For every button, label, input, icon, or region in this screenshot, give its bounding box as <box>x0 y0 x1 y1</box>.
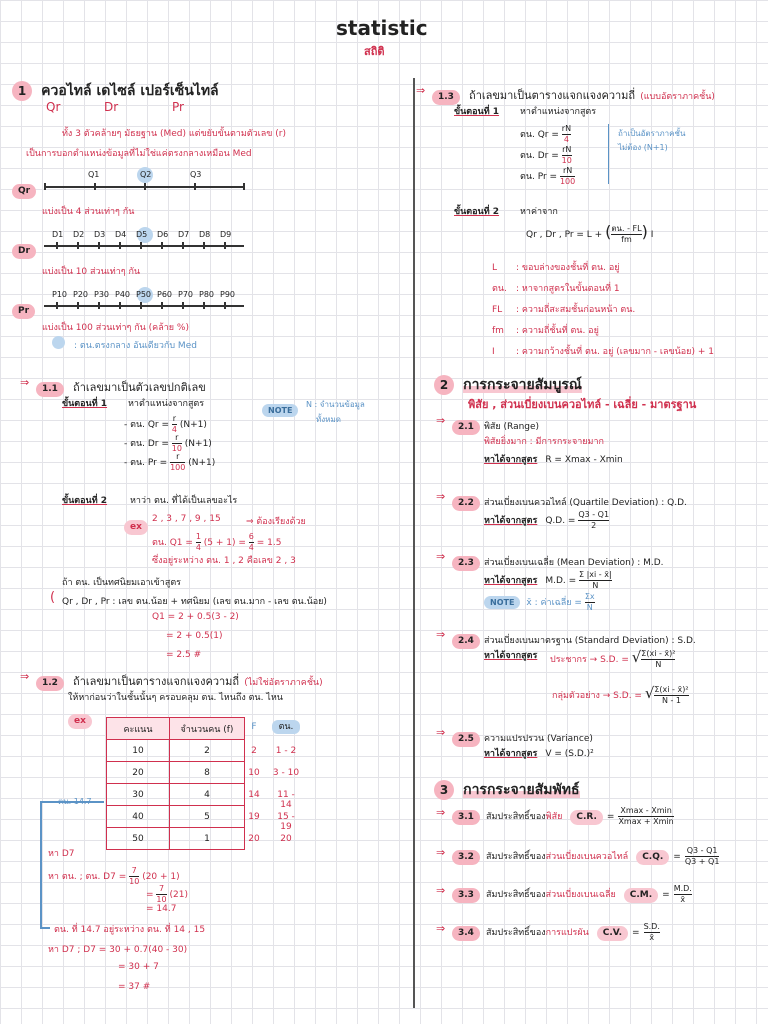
subsection-number: 3.1 <box>452 810 480 825</box>
decile-caption: แบ่งเป็น 10 ส่วนเท่าๆ กัน <box>42 267 141 277</box>
relative-dispersion-row <box>452 806 674 827</box>
cell-score: 50 <box>107 828 170 850</box>
fraction <box>578 510 609 531</box>
fraction-numerator: Σ(xi - x̄)² <box>641 649 676 658</box>
relative-dispersion-row <box>452 846 719 867</box>
find-label: หาได้จากสูตร <box>484 516 538 526</box>
cell-score: 30 <box>107 784 170 806</box>
table-row <box>107 828 245 850</box>
step-2-text: หาค่าจาก <box>520 207 558 217</box>
formula-q-pos: - ตน. Qr = $\frac{r}{4}$ (N+1) <box>124 414 207 434</box>
definition-row <box>492 344 714 358</box>
cell-pos: 20 <box>280 834 292 844</box>
sample-formula <box>552 684 689 706</box>
formula-lhs: M.D. = <box>545 576 579 586</box>
find-label: หาได้จากสูตร <box>484 749 538 759</box>
subsection-header <box>452 628 696 649</box>
cell-score: 10 <box>107 740 170 762</box>
q-label-1: Q1 <box>88 170 100 179</box>
sub-1-3-title-note: (แบบอัตราภาคชั้น) <box>640 92 715 102</box>
definition-value: : หาจากสูตรในขั้นตอนที่ 1 <box>516 284 620 294</box>
axis-label: P40 <box>115 290 131 299</box>
cell-count: 2 <box>170 740 245 762</box>
arrow-icon: ⇒ <box>436 726 446 739</box>
relative-dispersion-row <box>452 922 660 943</box>
symbol-q: Qr <box>46 100 61 114</box>
arrow-icon: ⇒ <box>416 84 426 97</box>
arrow-icon: ⇒ <box>436 806 446 819</box>
subsection-number: 2.1 <box>452 420 480 435</box>
coef-code: C.V. <box>597 926 628 941</box>
subsection-header <box>452 490 687 511</box>
example-data: 2 , 3 , 7 , 9 , 15 <box>152 514 221 524</box>
cell-count: 8 <box>170 762 245 784</box>
position-calc-2: = $\frac{7}{10}$ (21) <box>146 884 188 904</box>
example-q1-calc: ตน. Q1 = $\frac{1}{4}$ (5 + 1) = $\frac{6}{4}$ = 1.5 <box>152 532 282 552</box>
axis-label: P50 <box>136 290 152 299</box>
fraction-numerator: Σ(xi - x̄)² <box>654 685 689 694</box>
cell-score: 40 <box>107 806 170 828</box>
sub-1-1-title: ถ้าเลขมาเป็นตัวเลขปกติเลข <box>73 381 206 394</box>
definition-value: : ขอบล่างของชั้นที่ ตน. อยู่ <box>516 263 620 273</box>
cell-count: 4 <box>170 784 245 806</box>
cell-pos: 15 - 19 <box>277 812 295 832</box>
definition-value: : ความกว้างชั้นที่ ตน. อยู่ (เลขมาก - เลขน้อย) + 1 <box>516 347 714 357</box>
tick <box>44 183 46 190</box>
example-sort-note: ⇒ ต้องเรียงด้วย <box>246 517 306 527</box>
fraction <box>585 592 595 613</box>
fraction-denominator: Xmax + Xmin <box>618 817 674 826</box>
col-F-header: F <box>251 722 257 732</box>
axis-label: D8 <box>199 230 211 239</box>
coef-prefix: สัมประสิทธิ์ของ <box>485 890 546 900</box>
brace <box>608 124 615 184</box>
formula: R = Xmax - Xmin <box>545 455 623 465</box>
axis-label: D3 <box>94 230 106 239</box>
legend-dot <box>52 336 65 349</box>
cell-count: 5 <box>170 806 245 828</box>
side-note-1: ถ้าเป็นอัตราภาคชั้น <box>618 129 686 138</box>
equals: = <box>673 852 681 862</box>
find-label: หาได้จากสูตร <box>484 576 538 586</box>
subsection-number: 2.4 <box>452 634 480 649</box>
subsection-number: 2.5 <box>452 732 480 747</box>
coef-code: C.M. <box>624 888 658 903</box>
axis-label: D4 <box>115 230 127 239</box>
d7-calc-1: หา D7 ; D7 = 30 + 0.7(40 - 30) <box>48 945 188 955</box>
step-1-text: หาตำแหน่งจากสูตร <box>128 399 205 409</box>
sub-1-3-title: ถ้าเลขมาเป็นตารางแจกแจงความถี่ <box>469 89 636 102</box>
subsection-header <box>452 414 539 435</box>
coef-prefix: สัมประสิทธิ์ของ <box>485 928 546 938</box>
coef-name: ส่วนเบี่ยงเบนควอไทล์ <box>545 852 629 862</box>
table-row <box>107 784 245 806</box>
position-calc-3: = 14.7 <box>146 904 177 914</box>
formula-line <box>484 570 612 591</box>
section-title: ควอไทล์ เดไซล์ เปอร์เซ็นไทล์ <box>41 83 219 99</box>
percentile-axis <box>44 305 244 307</box>
cell-F: 20 <box>248 834 260 844</box>
fraction-numerator: Xmax - Xmin <box>620 806 672 815</box>
arrow-icon: ⇒ <box>20 670 30 683</box>
coef-name: การแปรผัน <box>545 928 589 938</box>
subsection-title: ส่วนเบี่ยงเบนควอไทล์ (Quartile Deviation) : Q.D. <box>483 498 687 508</box>
note-text-2: ทั้งหมด <box>316 415 341 424</box>
subsection-note: พิสัยยิ่งมาก : มีการกระจายมาก <box>484 437 604 447</box>
coef-name: พิสัย <box>545 812 563 822</box>
decimal-calc-2: = 2 + 0.5(1) <box>166 631 223 641</box>
coef-code: C.R. <box>570 810 603 825</box>
fraction <box>644 922 660 943</box>
pointer-label: ตน. 14.7 <box>58 797 92 806</box>
sub-1-2-title: ถ้าเลขมาเป็นตารางแจกแจงความถี่ <box>73 675 240 688</box>
percentile-side-label: Pr <box>12 298 35 319</box>
decile-axis <box>44 245 244 247</box>
decimal-calc-3: = 2.5 # <box>166 650 202 660</box>
axis-label: D6 <box>157 230 169 239</box>
find-label: หาได้จากสูตร <box>484 455 538 465</box>
subsection-title: ส่วนเบี่ยงเบนมาตรฐาน (Standard Deviation) : S.D. <box>483 636 696 646</box>
fraction-denominator: x̄ <box>680 895 686 904</box>
cell-F: 2 <box>251 746 257 756</box>
col-score: คะแนน <box>107 718 170 740</box>
bracket-icon: ( <box>50 590 56 605</box>
pointer-line <box>40 927 50 929</box>
cell-F: 10 <box>248 768 260 778</box>
axis-label: P80 <box>199 290 215 299</box>
axis-label: D2 <box>73 230 85 239</box>
subsection-number: 3.2 <box>452 850 480 865</box>
pointer-line <box>40 801 42 929</box>
coef-prefix: สัมประสิทธิ์ของ <box>485 812 546 822</box>
axis-label: P70 <box>178 290 194 299</box>
definition-key: ตน. <box>492 284 507 294</box>
formula-q-pos: ตน. Qr = $\frac{rN}{4}$ <box>520 124 572 144</box>
sqrt-icon: √ <box>631 648 642 666</box>
q-label-3: Q3 <box>190 170 202 179</box>
coef-prefix: สัมประสิทธิ์ของ <box>485 852 546 862</box>
definition-row <box>492 323 599 337</box>
fraction-denominator: Q3 + Q1 <box>684 857 720 866</box>
fraction-denominator: 2 <box>591 521 597 530</box>
coef-code: C.Q. <box>636 850 669 865</box>
section-number: 3 <box>434 780 454 800</box>
section-title: การกระจายสัมบูรณ์ <box>463 377 582 393</box>
arrow-icon: ⇒ <box>436 550 446 563</box>
sub-1-2-title-note: (ไม่ใช่อัตราภาคชั้น) <box>244 678 323 688</box>
fraction-denominator: x̄ <box>649 933 655 942</box>
legend-text: : ตน.ตรงกลาง อันเดียวกับ Med <box>74 341 197 351</box>
decimal-rule: ถ้า ตน. เป็นทศนิยมเอาเข้าสูตร <box>62 578 182 588</box>
subsection-number: 3.4 <box>452 926 480 941</box>
step-1-label: ขั้นตอนที่ 1 <box>62 399 108 409</box>
subsection-title: ความแปรปรวน (Variance) <box>483 734 593 744</box>
sqrt-icon: √ <box>644 684 655 702</box>
side-note-2: ไม่ต้อง (N+1) <box>618 143 668 152</box>
section-1-desc-1: ทั้ง 3 ตัวคล้ายๆ มัธยฐาน (Med) แต่ขยับขั้นตามตัวเลข (r) <box>62 129 287 139</box>
axis-label: P30 <box>94 290 110 299</box>
q-label-2: Q2 <box>140 170 152 179</box>
formula-lhs: กลุ่มตัวอย่าง → S.D. = <box>552 691 645 701</box>
cell-F: 14 <box>248 790 260 800</box>
d7-calc-3: = 37 # <box>118 982 151 992</box>
definition-key: fm <box>492 326 504 336</box>
definition-key: L <box>492 263 498 273</box>
axis-label: D7 <box>178 230 190 239</box>
subsection-number: 2.3 <box>452 556 480 571</box>
axis-label: D1 <box>52 230 64 239</box>
position-between: ตน. ที่ 14.7 อยู่ระหว่าง ตน. ที่ 14 , 15 <box>54 925 206 935</box>
cell-pos: 1 - 2 <box>275 746 297 756</box>
sub-1-3-header: 1.3 ถ้าเลขมาเป็นตารางแจกแจงความถี่ (แบบอัตราภาคชั้น) <box>432 84 715 105</box>
fraction-denominator: N <box>586 603 593 612</box>
equals: = <box>606 812 615 822</box>
cell-score: 20 <box>107 762 170 784</box>
formula-lhs: ประชากร → S.D. = <box>550 655 632 665</box>
formula-line <box>484 746 594 760</box>
quartile-side-label: Qr <box>12 178 36 199</box>
arrow-icon: ⇒ <box>436 846 446 859</box>
section-title: การกระจายสัมพัทธ์ <box>463 782 580 798</box>
example-badge: ex <box>68 708 92 729</box>
decile-side-label: Dr <box>12 238 36 259</box>
coef-name: ส่วนเบี่ยงเบนเฉลี่ย <box>545 890 616 900</box>
column-divider <box>413 78 415 1008</box>
formula-line <box>484 510 609 531</box>
fraction-denominator: N - 1 <box>661 696 681 705</box>
table-header <box>107 718 245 740</box>
subsection-header <box>452 550 664 571</box>
subsection-title: พิสัย (Range) <box>483 422 540 432</box>
fraction-denominator: N <box>592 581 599 590</box>
fraction-numerator: M.D. <box>673 884 692 893</box>
cell-pos: 3 - 10 <box>272 768 300 778</box>
definition-row <box>492 302 635 316</box>
equals: = <box>632 928 640 938</box>
section-number: 2 <box>434 375 454 395</box>
step-1-text: หาตำแหน่งจากสูตร <box>520 107 597 117</box>
subsection-number: 3.3 <box>452 888 480 903</box>
note-text: x̄ : ค่าเฉลี่ย = <box>526 598 585 608</box>
sub-1-2-header: 1.2 ถ้าเลขมาเป็นตารางแจกแจงความถี่ (ไม่ใช่อัตราภาคชั้น) <box>36 670 323 691</box>
cell-F: 19 <box>248 812 260 822</box>
symbol-d: Dr <box>104 100 119 114</box>
formula: V = (S.D.)² <box>545 749 594 759</box>
axis-label: P20 <box>73 290 89 299</box>
arrow-icon: ⇒ <box>436 414 446 427</box>
section-2-subtitle: พิสัย , ส่วนเบี่ยงเบนควอไทล์ - เฉลี่ย - มาตรฐาน <box>468 398 697 411</box>
tick <box>243 183 245 190</box>
section-2-header <box>434 374 582 396</box>
arrow-icon: ⇒ <box>436 628 446 641</box>
example-between: ซึ่งอยู่ระหว่าง ตน. 1 , 2 คือเลข 2 , 3 <box>152 556 296 566</box>
fraction <box>654 685 688 706</box>
section-1-header <box>12 80 219 102</box>
fraction <box>641 649 675 670</box>
section-number: 1 <box>12 81 32 101</box>
fraction-denominator: N <box>655 660 662 669</box>
table-row <box>107 806 245 828</box>
fraction <box>674 884 692 905</box>
arrow-icon: ⇒ <box>20 376 30 389</box>
section-3-header <box>434 779 580 801</box>
arrow-icon: ⇒ <box>436 884 446 897</box>
fraction <box>618 806 673 827</box>
position-calc-1: หา ตน. ; ตน. D7 = $\frac{7}{10}$ (20 + 1) <box>48 866 180 886</box>
cell-pos: 11 - 14 <box>277 790 295 810</box>
find-d7: หา D7 <box>48 849 75 859</box>
definition-key: FL <box>492 305 503 315</box>
fraction-numerator: Σx <box>584 592 595 601</box>
definition-row <box>492 281 620 295</box>
tick <box>144 183 146 190</box>
formula-line <box>484 452 623 466</box>
fraction-numerator: Q3 - Q1 <box>686 846 718 855</box>
note-badge: NOTE <box>262 398 298 417</box>
step-2-text: หาว่า ตน. ที่ได้เป็นเลขอะไร <box>130 496 238 506</box>
relative-dispersion-row <box>452 884 692 905</box>
step-2-label: ขั้นตอนที่ 2 <box>62 496 108 506</box>
section-1-desc-2: เป็นการบอกตำแหน่งข้อมูลที่ไม่ใช่แค่ตรงกลางเหมือน Med <box>26 149 252 159</box>
fraction <box>579 570 612 591</box>
formula-p-pos: - ตน. Pr = $\frac{r}{100}$ (N+1) <box>124 452 216 472</box>
table-row <box>107 740 245 762</box>
definition-key: I <box>492 347 495 357</box>
step-1-label: ขั้นตอนที่ 1 <box>454 107 500 117</box>
axis-label: P60 <box>157 290 173 299</box>
fraction-numerator: S.D. <box>643 922 660 931</box>
page-subtitle: สถิติ <box>364 45 385 58</box>
definition-value: : ความถี่สะสมชั้นก่อนหน้า ตน. <box>516 305 636 315</box>
fraction-numerator: Σ |xi - x̄| <box>579 570 612 579</box>
frequency-table <box>106 717 245 850</box>
formula-p-pos: ตน. Pr = $\frac{rN}{100}$ <box>520 166 576 186</box>
decimal-formula: Qr , Dr , Pr : เลข ตน.น้อย + ทศนิยม (เลข ตน.มาก - เลข ตน.น้อย) <box>62 597 327 607</box>
col-count: จำนวนคน (f) <box>170 718 245 740</box>
page-title: statistic <box>336 16 428 40</box>
formula-d-pos: ตน. Dr = $\frac{rN}{10}$ <box>520 145 572 165</box>
axis-label: D9 <box>220 230 232 239</box>
decimal-calc-1: Q1 = 2 + 0.5(3 - 2) <box>152 612 239 622</box>
subsection-header <box>452 726 593 747</box>
formula-d-pos: - ตน. Dr = $\frac{r}{10}$ (N+1) <box>124 433 212 453</box>
tick <box>194 183 196 190</box>
table-row <box>107 762 245 784</box>
population-formula <box>550 648 675 670</box>
fraction <box>685 846 720 867</box>
definition-value: : ความถี่ชั้นที่ ตน. อยู่ <box>516 326 599 336</box>
axis-label: P10 <box>52 290 68 299</box>
grouped-formula: Qr , Dr , Pr = L + ( $\frac{\text{ตน. - FL}}{fm}$ ) I <box>526 222 654 244</box>
definition-row <box>492 260 620 274</box>
subsection-number: 2.2 <box>452 496 480 511</box>
note-badge: NOTE <box>484 596 520 609</box>
col-pos-header: ตน. <box>272 720 300 734</box>
axis-label: D5 <box>136 230 148 239</box>
note-text: N : จำนวนข้อมูล <box>306 400 365 409</box>
tick <box>94 183 96 190</box>
d7-calc-2: = 30 + 7 <box>118 962 159 972</box>
example-badge: ex <box>124 514 148 535</box>
subsection-title: ส่วนเบี่ยงเบนเฉลี่ย (Mean Deviation) : M.D. <box>483 558 664 568</box>
find-label: หาได้จากสูตร <box>484 651 538 661</box>
sub-1-2-desc: ให้หาก่อนว่าในชั้นนั้นๆ ครอบคลุม ตน. ไหนถึง ตน. ไหน <box>68 693 283 703</box>
formula-lhs: Q.D. = <box>545 516 579 526</box>
note-line <box>484 592 595 613</box>
fraction-numerator: Q3 - Q1 <box>578 510 610 519</box>
quartile-caption: แบ่งเป็น 4 ส่วนเท่าๆ กัน <box>42 207 135 217</box>
arrow-icon: ⇒ <box>436 490 446 503</box>
equals: = <box>662 890 670 900</box>
arrow-icon: ⇒ <box>436 922 446 935</box>
step-2-label: ขั้นตอนที่ 2 <box>454 207 500 217</box>
sub-1-1-header: 1.1 ถ้าเลขมาเป็นตัวเลขปกติเลข <box>36 376 206 397</box>
cell-count: 1 <box>170 828 245 850</box>
percentile-caption: แบ่งเป็น 100 ส่วนเท่าๆ กัน (คล้าย %) <box>42 323 189 333</box>
axis-label: P90 <box>220 290 236 299</box>
symbol-p: Pr <box>172 100 184 114</box>
formula-line <box>484 648 545 662</box>
